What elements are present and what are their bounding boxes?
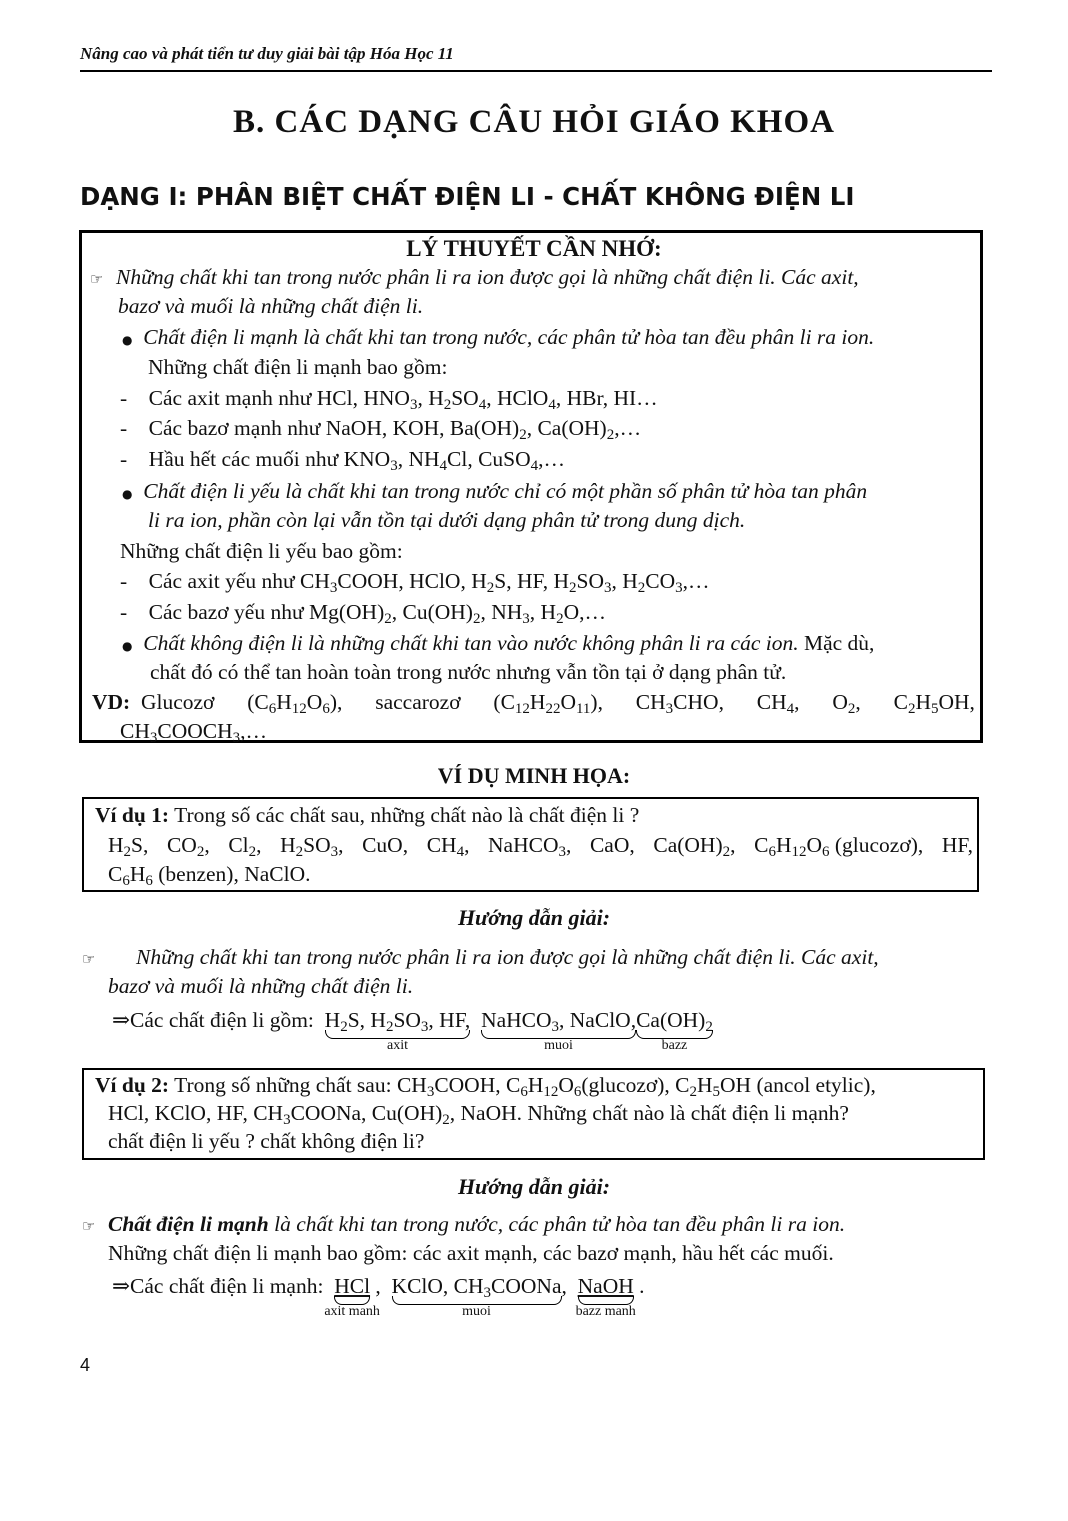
label-strong-acid: axit manh — [324, 1304, 380, 1319]
weak-def-line-1: ● Chất điện li yếu là chất khi tan trong nước chỉ có một phần số phân tử hòa tan phân — [122, 479, 868, 503]
theory-intro-line-1: ☞ Những chất khi tan trong nước phân li ra ion được gọi là những chất điện li. Các axit, — [90, 265, 859, 289]
examples-title: VÍ DỤ MINH HỌA: — [437, 763, 631, 788]
weak-bases-item: - Các bazơ yếu như $Mg(OH)_2$, $Cu(OH)_2$, $NH_3$, $H_2O,\dots$ — [120, 600, 606, 627]
non-electrolyte-def-line-2: chất đó có thể tan hoàn toàn trong nước nhưng vẫn tồn tại ở dạng phân tử. — [150, 660, 787, 684]
strong-acid-group: HCl axit manh — [334, 1274, 370, 1299]
theory-title: LÝ THUYẾT CẦN NHỚ: — [406, 236, 662, 261]
example1-substances: $H_2S$, $CO_2$, $Cl_2$, $H_2SO_3$, CuO, $CH_4$, NaHCO$_3$, CaO, $Ca(OH)_2$, $C_6H_{12}O_6$ (glucozơ), HF, — [108, 833, 973, 860]
weak-acids-item: - Các axit yếu như $CH_3COOH$, HClO, $H_2S$, HF, $H_2SO_3$, $H_2CO_3,\dots$ — [120, 569, 710, 596]
label-strong-base: bazz manh — [575, 1304, 636, 1319]
guide-title-1: Hướng dẫn giải: — [457, 905, 611, 930]
pointing-hand-icon: ☞ — [82, 950, 96, 968]
weak-def-line-2: li ra ion, phần còn lại vẫn tồn tại dưới dạng phân tử trong dung dịch. — [148, 508, 746, 532]
solution1-result: ⇒Các chất điện li gồm: $H_2S$, $H_2SO_3$, HF, axit NaHCO$_3$, NaClO, muoi $Ca(OH)_2$ bazz — [112, 1008, 713, 1033]
vd-examples-line: VD: Glucozơ $(C_6H_{12}O_6)$, saccarozơ $(C_{12}H_{22}O_{11})$, $CH_3CHO$, $CH_4$, $O_2$, $C_2H_5OH$, — [92, 690, 975, 717]
strong-bases-item: - Các bazơ mạnh như NaOH, KOH, $Ba(OH)_2$, $Ca(OH)_2,\dots$ — [120, 416, 642, 443]
solution2-line-2: Những chất điện li mạnh bao gồm: các axit mạnh, các bazơ mạnh, hầu hết các muối. — [108, 1241, 834, 1265]
example2-question-line-3: chất điện li yếu ? chất không điện li? — [108, 1129, 425, 1153]
guide-title-2: Hướng dẫn giải: — [457, 1174, 611, 1199]
non-electrolyte-def-line-1: ● Chất không điện li là những chất khi tan vào nước không phân li ra các ion. Mặc dù, — [122, 631, 875, 655]
label-base: bazz — [661, 1038, 688, 1053]
page-number: 4 — [80, 1355, 91, 1375]
pointing-hand-icon: ☞ — [90, 270, 104, 288]
vd-examples-line-2: $CH_3COOCH_3,\dots$ — [120, 719, 268, 746]
bullet-icon: ● — [122, 333, 133, 347]
section-title: B. CÁC DẠNG CÂU HỎI GIÁO KHOA — [233, 104, 835, 140]
example1-substances-2: $C_6H_6$ (benzen), NaClO. — [108, 862, 311, 889]
bullet-icon: ● — [122, 487, 133, 501]
strong-def-line-1: ● Chất điện li mạnh là chất khi tan trong nước, các phân tử hòa tan đều phân li ra ion. — [122, 325, 875, 349]
label-acid: axit — [386, 1038, 408, 1053]
theory-intro-line-2: bazơ và muối là những chất điện li. — [118, 294, 424, 318]
solution2-line-1: ☞ Chất điện li mạnh là chất khi tan trong nước, các phân tử hòa tan đều phân li ra ion. — [82, 1212, 846, 1236]
running-header: Nâng cao và phát tiển tư duy giải bài tập Hóa Học 11 — [80, 44, 454, 63]
example1-question: Ví dụ 1: Trong số các chất sau, những chất nào là chất điện li ? — [95, 803, 640, 827]
salt-group-2: KClO, $CH_3COONa$ muoi — [392, 1274, 562, 1299]
weak-list-intro: Những chất điện li yếu bao gồm: — [120, 539, 403, 563]
strong-acids-item: - Các axit mạnh như HCl, $HNO_3$, $H_2SO_4$, HClO$_4$, HBr, HI… — [120, 386, 658, 413]
pointing-hand-icon: ☞ — [82, 1217, 96, 1235]
example2-question-line-1: Ví dụ 2: Trong số những chất sau: $CH_3COOH$, $C_6H_{12}O_6(glucozơ)$, $C_2H_5OH$ (ancol etylic), — [95, 1073, 876, 1100]
example2-question-line-2: HCl, KClO, HF, $CH_3COONa$, $Cu(OH)_2$, NaOH. Những chất nào là chất điện li mạnh? — [108, 1101, 849, 1128]
strong-def-line-2: Những chất điện li mạnh bao gồm: — [148, 355, 448, 379]
bullet-icon: ● — [122, 639, 133, 653]
solution2-result: ⇒Các chất điện li mạnh: HCl axit manh , KClO, $CH_3COONa$ muoi , NaOH bazz manh . — [112, 1274, 645, 1299]
label-salt: muoi — [544, 1038, 573, 1053]
salt-group: NaHCO$_3$, NaClO, muoi — [481, 1008, 636, 1033]
solution1-line-2: bazơ và muối là những chất điện li. — [108, 974, 414, 998]
base-group: $Ca(OH)_2$ bazz — [636, 1008, 713, 1033]
acid-group: $H_2S$, $H_2SO_3$, HF, axit — [325, 1008, 471, 1033]
strong-base-group: NaOH bazz manh — [578, 1274, 634, 1299]
dang-title: DẠNG I: PHÂN BIỆT CHẤT ĐIỆN LI - CHẤT KHÔNG ĐIỆN LI — [80, 182, 855, 211]
header-rule — [80, 70, 992, 72]
solution1-line-1: ☞ Những chất khi tan trong nước phân li ra ion được gọi là những chất điện li. Các axit, — [82, 945, 879, 969]
salts-item: - Hầu hết các muối như $KNO_3$, $NH_4Cl$, CuSO$_4$,… — [120, 447, 566, 474]
label-salt-2: muoi — [462, 1304, 491, 1319]
